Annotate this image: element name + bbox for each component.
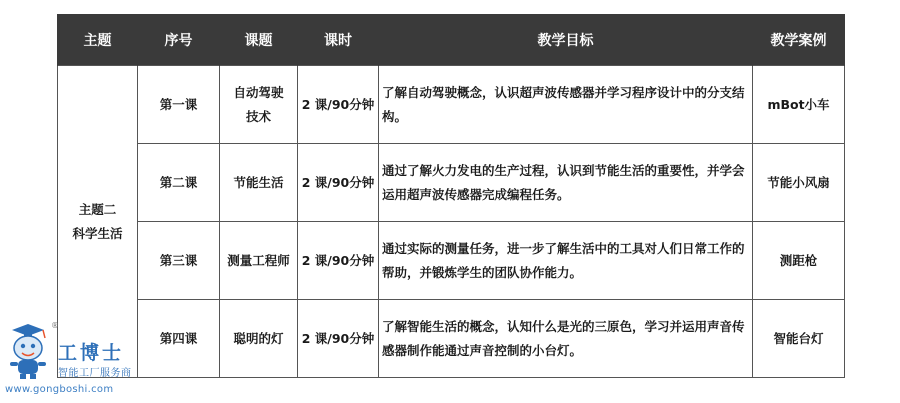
table-row [58, 66, 845, 144]
topic-line-1: 主题二 [78, 201, 117, 217]
header-row [58, 14, 845, 66]
header-title: 课题 [220, 14, 298, 66]
case-cell: mBot小车 [753, 66, 845, 144]
seq-cell: 第四课 [138, 300, 220, 378]
case-cell: 测距枪 [753, 222, 845, 300]
case-cell: 智能台灯 [753, 300, 845, 378]
seq-cell: 第一课 [138, 66, 220, 144]
header-case: 教学案例 [753, 14, 845, 66]
seq-cell: 第三课 [138, 222, 220, 300]
goal-cell: 通过了解火力发电的生产过程，认识到节能生活的重要性，并学会运用超声波传感器完成编程任务。 [379, 144, 753, 222]
hours-cell: 2 课/90分钟 [298, 300, 379, 378]
goal-cell: 通过实际的测量任务，进一步了解生活中的工具对人们日常工作的帮助，并锻炼学生的团队协作能力。 [379, 222, 753, 300]
case-cell: 节能小风扇 [753, 144, 845, 222]
table-row [58, 222, 845, 300]
table-row [58, 144, 845, 222]
title-cell: 测量工程师 [220, 222, 298, 300]
watermark-url: www.gongboshi.com [5, 384, 114, 395]
topic-line-2: 科学生活 [72, 225, 123, 241]
title-line: 技术 [245, 108, 271, 124]
title-cell [220, 66, 298, 144]
header-hours: 课时 [298, 14, 379, 66]
title-cell: 聪明的灯 [220, 300, 298, 378]
title-cell: 节能生活 [220, 144, 298, 222]
watermark-brand-name: 工博士 [58, 342, 125, 364]
table-row [58, 300, 845, 378]
header-seq: 序号 [138, 14, 220, 66]
registered-mark: ® [51, 321, 59, 330]
header-topic: 主题 [58, 14, 138, 66]
title-line: 自动驾驶 [233, 84, 284, 100]
header-goal: 教学目标 [379, 14, 753, 66]
hours-cell: 2 课/90分钟 [298, 144, 379, 222]
hours-cell: 2 课/90分钟 [298, 66, 379, 144]
goal-cell: 了解自动驾驶概念，认识超声波传感器并学习程序设计中的分支结构。 [379, 66, 753, 144]
hours-cell: 2 课/90分钟 [298, 222, 379, 300]
watermark-slogan: 智能工厂服务商 [58, 368, 132, 379]
seq-cell: 第二课 [138, 144, 220, 222]
curriculum-table [57, 14, 845, 378]
goal-cell: 了解智能生活的概念，认知什么是光的三原色，学习并运用声音传感器制作能通过声音控制的小台灯。 [379, 300, 753, 378]
